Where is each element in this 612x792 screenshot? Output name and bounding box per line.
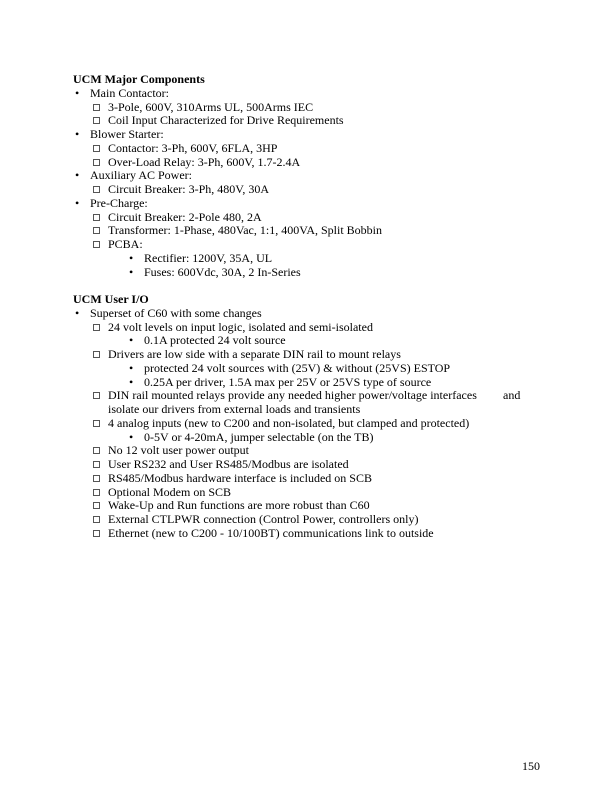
bullet-icon: •: [129, 333, 134, 348]
list-item-text: Wake-Up and Run functions are more robust than C60: [108, 498, 370, 513]
square-bullet-icon: [93, 461, 100, 468]
bullet-icon: •: [75, 85, 80, 100]
list-item-text: 4 analog inputs (new to C200 and non-isolated, but clamped and protected): [108, 415, 470, 430]
list-item-text: Pre-Charge:: [90, 195, 148, 210]
list-item-text: Drivers are low side with a separate DIN rail to mount relays: [108, 347, 401, 361]
list-item-text: Circuit Breaker: 3-Ph, 480V, 30A: [108, 182, 270, 196]
bullet-icon: •: [129, 360, 134, 375]
square-bullet-icon: [93, 117, 100, 124]
bullet-icon: •: [75, 127, 80, 141]
list-item-text: External CTLPWR connection (Control Power, controllers only): [108, 512, 419, 526]
square-bullet-icon: [93, 227, 100, 234]
list-item-text: User RS232 and User RS485/Modbus are isolated: [108, 457, 349, 471]
list-item-text: Main Contactor:: [90, 85, 169, 100]
square-bullet-icon: [93, 502, 100, 509]
square-bullet-icon: [93, 214, 100, 221]
list-item-text: 0-5V or 4-20mA, jumper selectable (on the TB): [144, 429, 374, 444]
section-heading: UCM User I/O: [73, 292, 149, 306]
square-bullet-icon: [93, 447, 100, 454]
list-item-text: Circuit Breaker: 2-Pole 480, 2A: [108, 209, 262, 224]
square-bullet-icon: [93, 324, 100, 331]
list-item-text: Ethernet (new to C200 - 10/100BT) communications link to outside: [108, 525, 434, 540]
list-item-text: Optional Modem on SCB: [108, 484, 232, 499]
page-number: 150: [522, 759, 540, 773]
list-item-text: Over-Load Relay: 3-Ph, 600V, 1.7-2.4A: [108, 154, 301, 169]
square-bullet-icon: [93, 159, 100, 166]
list-item-text-tail: and: [503, 388, 521, 403]
section-heading: UCM Major Components: [73, 72, 205, 86]
list-item-text: 0.1A protected 24 volt source: [144, 333, 286, 348]
square-bullet-icon: [93, 351, 100, 358]
bullet-icon: •: [129, 429, 134, 444]
bullet-icon: •: [129, 374, 134, 389]
list-item-text: Superset of C60 with some changes: [90, 305, 262, 320]
list-item-text: DIN rail mounted relays provide any needed higher power/voltage interfaces: [108, 388, 477, 403]
bullet-icon: •: [129, 264, 134, 279]
list-item-text: 0.25A per driver, 1.5A max per 25V or 25VS type of source: [144, 374, 432, 389]
list-item-text: Blower Starter:: [90, 127, 164, 141]
square-bullet-icon: [93, 241, 100, 248]
square-bullet-icon: [93, 392, 100, 399]
bullet-icon: •: [75, 168, 80, 183]
list-item-text: Auxiliary AC Power:: [90, 168, 192, 183]
list-item-text: 24 volt levels on input logic, isolated and semi-isolated: [108, 319, 373, 334]
square-bullet-icon: [93, 186, 100, 193]
list-item-text: 3-Pole, 600V, 310Arms UL, 500Arms IEC: [108, 99, 314, 114]
square-bullet-icon: [93, 104, 100, 111]
list-item-text: Rectifier: 1200V, 35A, UL: [144, 250, 273, 265]
list-item-text: PCBA:: [108, 237, 143, 251]
square-bullet-icon: [93, 420, 100, 427]
square-bullet-icon: [93, 489, 100, 496]
list-item-text: isolate our drivers from external loads and transients: [108, 402, 361, 416]
list-item-text: Coil Input Characterized for Drive Requirements: [108, 113, 344, 128]
list-item-text: RS485/Modbus hardware interface is included on SCB: [108, 470, 372, 485]
bullet-icon: •: [129, 250, 134, 265]
square-bullet-icon: [93, 145, 100, 152]
bullet-icon: •: [75, 305, 80, 320]
list-item-text: protected 24 volt sources with (25V) & without (25VS) ESTOP: [144, 360, 451, 375]
square-bullet-icon: [93, 475, 100, 482]
bullet-icon: •: [75, 195, 80, 210]
list-item-text: No 12 volt user power output: [108, 443, 249, 458]
list-item-text: Contactor: 3-Ph, 600V, 6FLA, 3HP: [108, 140, 278, 155]
square-bullet-icon: [93, 530, 100, 537]
list-item-text: Transformer: 1-Phase, 480Vac, 1:1, 400VA, Split Bobbin: [108, 223, 382, 238]
list-item-text: Fuses: 600Vdc, 30A, 2 In-Series: [144, 264, 301, 279]
square-bullet-icon: [93, 516, 100, 523]
